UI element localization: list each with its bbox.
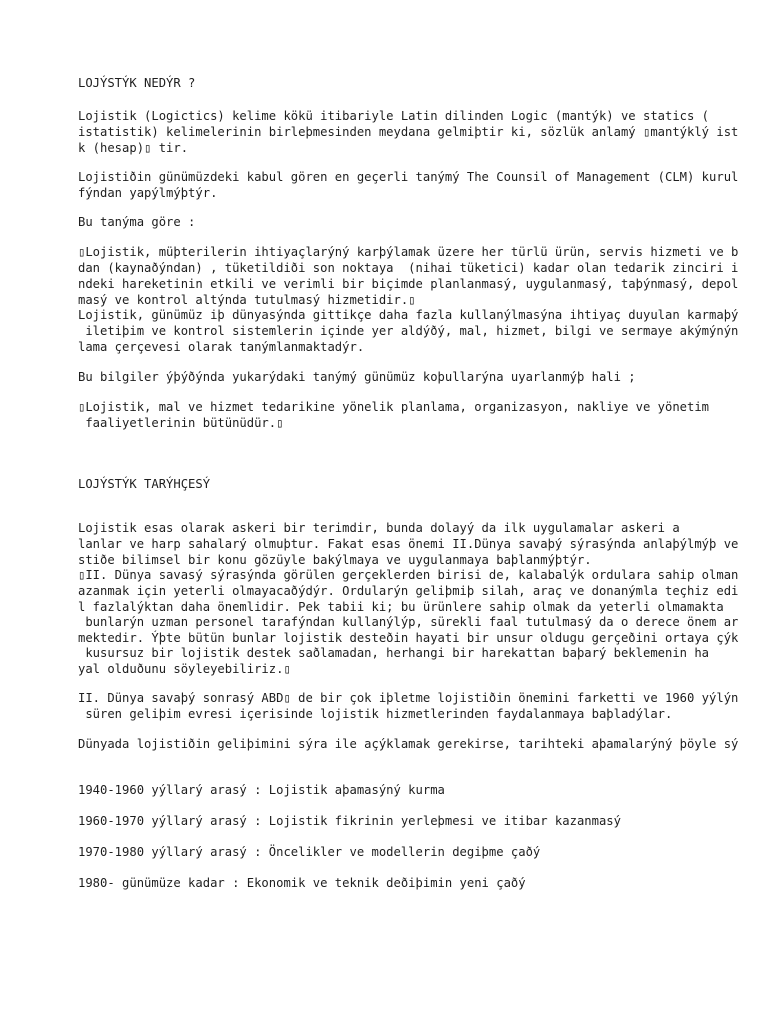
timeline-item: 1960-1970 yýllarý arasý : Lojistik fikrinin yerleþmesi ve itibar kazanmasý xyxy=(78,814,621,828)
heading-lojistik-nedir: LOJÝSTÝK NEDÝR ? xyxy=(78,76,196,90)
heading-lojistik-tarihcesi: LOJÝSTÝK TARÝHÇESÝ xyxy=(78,477,211,491)
paragraph-line: Bu tanýma göre : xyxy=(78,215,196,229)
paragraph-line: süren geliþim evresi içerisinde lojistik hizmetlerinden faydalanmaya baþladýlar. xyxy=(78,707,673,721)
paragraph-line: II. Dünya savaþý sonrasý ABD▯ de bir çok iþletme lojistiðin önemini farketti ve 1960 yýlýn xyxy=(78,691,739,705)
paragraph-line: stiðe bilimsel bir konu gözüyle bakýlmaya ve uygulanmaya baþlanmýþtýr. xyxy=(78,553,592,567)
paragraph-line: mektedir. Ýþte bütün bunlar lojistik desteðin hayati bir unsur oldugu gerçeðini ortaya çýk xyxy=(78,631,739,645)
timeline-item: 1940-1960 yýllarý arasý : Lojistik aþamasýný kurma xyxy=(78,783,445,797)
paragraph-line: l fazlalýktan daha önemlidir. Pek tabii ki; bu ürünlere sahip olmak da yeterli olmamakta xyxy=(78,600,724,614)
paragraph-line: Dünyada lojistiðin geliþimini sýra ile açýklamak gerekirse, tarihteki aþamalarýný þöyle sý xyxy=(78,737,739,751)
paragraph-line: Bu bilgiler ýþýðýnda yukarýdaki tanýmý günümüz koþullarýna uyarlanmýþ hali ; xyxy=(78,370,636,384)
paragraph-line: Lojistik, günümüz iþ dünyasýnda gittikçe daha fazla kullanýlmasýna ihtiyaç duyulan karmaþý xyxy=(78,308,739,322)
timeline-item: 1970-1980 yýllarý arasý : Öncelikler ve modellerin degiþme çaðý xyxy=(78,845,541,859)
paragraph-line: ▯II. Dünya savasý sýrasýnda görülen gerçeklerden birisi de, kalabalýk ordulara sahip olman xyxy=(78,568,739,582)
timeline-item: 1980- günümüze kadar : Ekonomik ve teknik deðiþimin yeni çaðý xyxy=(78,876,526,890)
paragraph-line: bunlarýn uzman personel tarafýndan kullanýlýp, sürekli faal tutulmasý da o derece önem ar xyxy=(78,615,739,629)
paragraph-line: Lojistiðin günümüzdeki kabul gören en geçerli tanýmý The Counsil of Management (CLM) kurul xyxy=(78,170,739,184)
paragraph-line: faaliyetlerinin bütünüdür.▯ xyxy=(78,416,284,430)
paragraph-line: dan (kaynaðýndan) , tüketildiði son noktaya (nihai tüketici) kadar olan tedarik zinciri i xyxy=(78,261,739,275)
paragraph-line: kusursuz bir lojistik destek saðlamadan, herhangi bir harekattan baþarý beklemenin ha xyxy=(78,646,710,660)
paragraph-line: fýndan yapýlmýþtýr. xyxy=(78,186,218,200)
paragraph-line: iletiþim ve kontrol sistemlerin içinde yer aldýðý, mal, hizmet, bilgi ve sermaye akýmýnýn xyxy=(78,324,739,338)
paragraph-line: azanmak için yeterli olmayacaðýdýr. Ordularýn geliþmiþ silah, araç ve donanýmla teçhiz edi xyxy=(78,584,739,598)
paragraph-line: ▯Lojistik, mal ve hizmet tedarikine yönelik planlama, organizasyon, nakliye ve yönetim xyxy=(78,400,710,414)
paragraph-line: Lojistik esas olarak askeri bir terimdir, bunda dolayý da ilk uygulamalar askeri a xyxy=(78,521,680,535)
paragraph-line: lama çerçevesi olarak tanýmlanmaktadýr. xyxy=(78,340,365,354)
document-body xyxy=(78,0,768,890)
paragraph-line: masý ve kontrol altýnda tutulmasý hizmetidir.▯ xyxy=(78,293,416,307)
paragraph-line: istatistik) kelimelerinin birleþmesinden meydana gelmiþtir ki, sözlük anlamý ▯mantýklý ist xyxy=(78,125,739,139)
paragraph-line: yal olduðunu söyleyebiliriz.▯ xyxy=(78,662,291,676)
paragraph-line: ndeki hareketinin etkili ve verimli bir biçimde planlanmasý, uygulanmasý, taþýnmasý, depol xyxy=(78,277,739,291)
paragraph-line: ▯Lojistik, müþterilerin ihtiyaçlarýný karþýlamak üzere her türlü ürün, servis hizmeti ve b xyxy=(78,245,739,259)
paragraph-line: k (hesap)▯ tir. xyxy=(78,141,189,155)
paragraph-line: Lojistik (Logictics) kelime kökü itibariyle Latin dilinden Logic (mantýk) ve statics ( xyxy=(78,109,710,123)
paragraph-line: lanlar ve harp sahalarý olmuþtur. Fakat esas önemi II.Dünya savaþý sýrasýnda anlaþýlmýþ ve xyxy=(78,537,739,551)
